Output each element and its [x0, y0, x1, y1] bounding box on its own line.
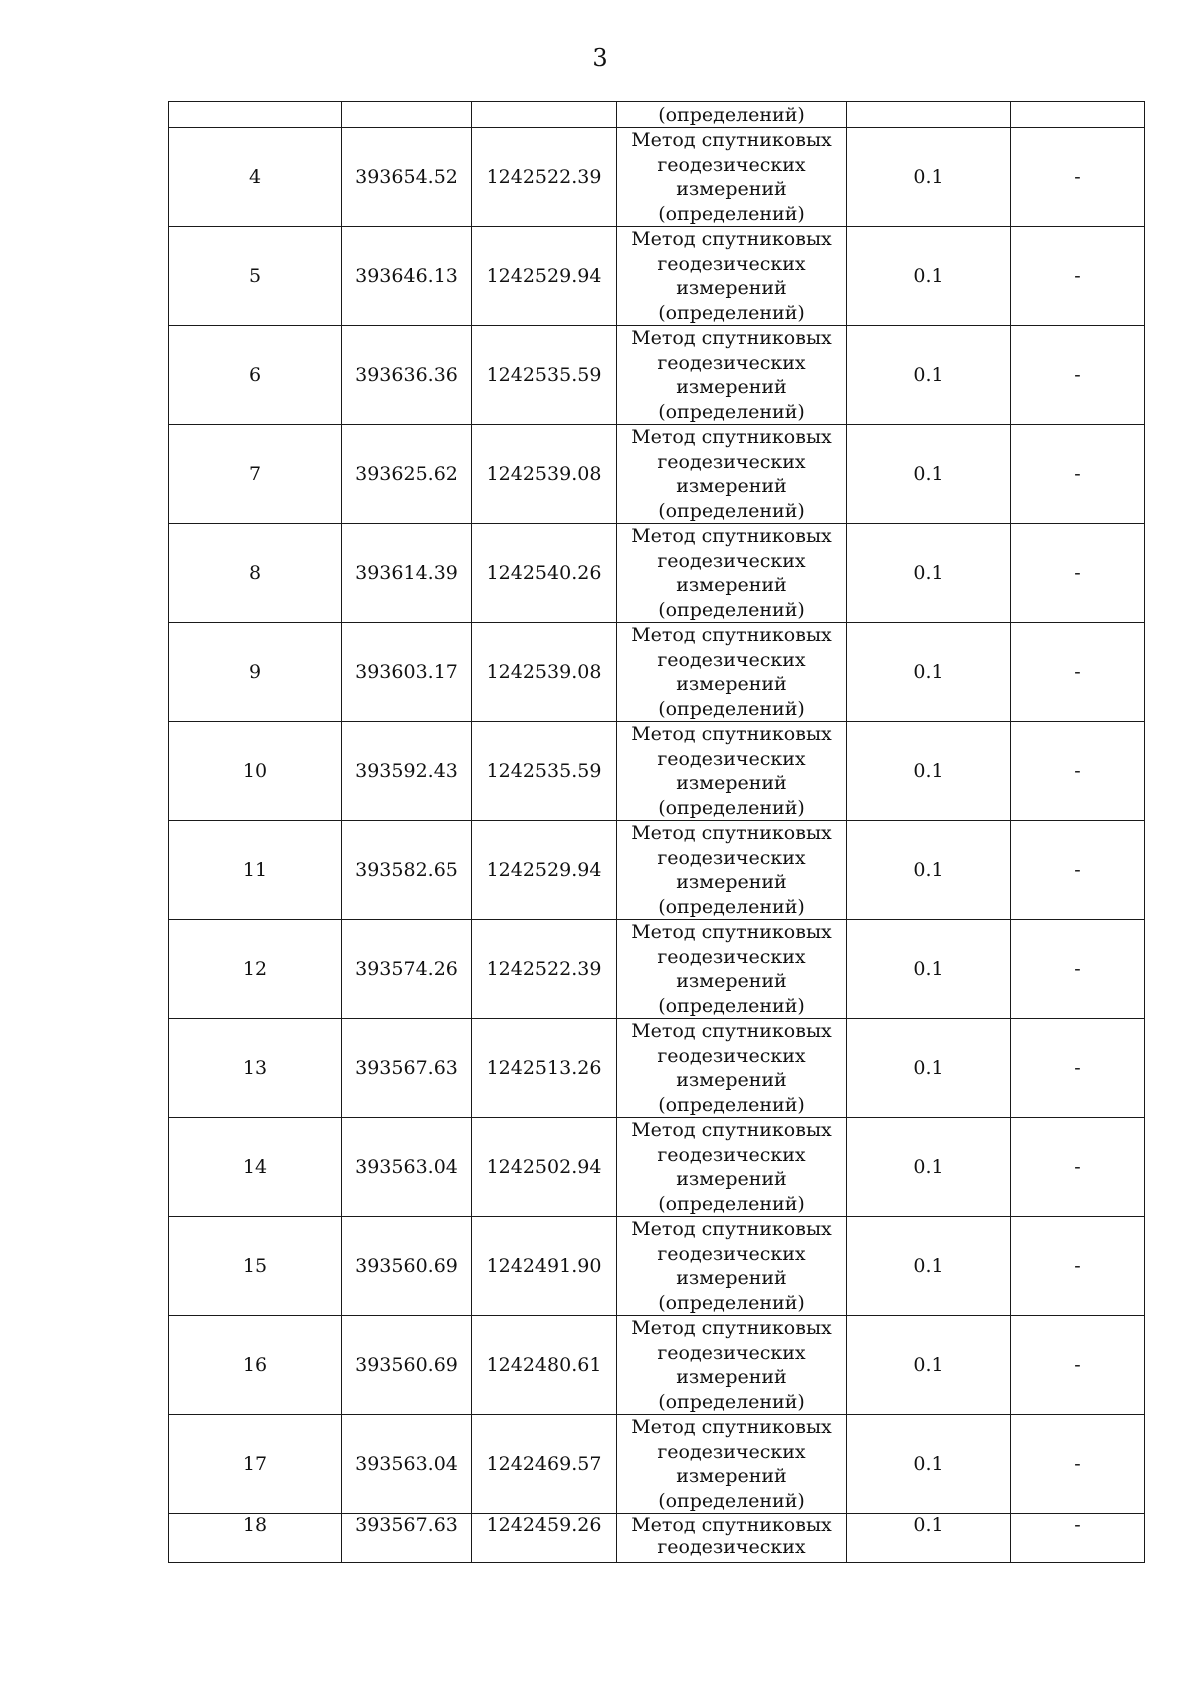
- cell-accuracy: 0.1: [847, 1415, 1011, 1514]
- cell-y: 1242529.94: [472, 227, 617, 326]
- table-row: [169, 425, 1145, 524]
- table-row: [169, 1217, 1145, 1316]
- method-line: (определений): [658, 895, 805, 918]
- method-line: измерений: [676, 1069, 787, 1091]
- coordinates-table-body: [169, 102, 1145, 1563]
- method-line: (определений): [658, 103, 805, 126]
- cell-x: 393563.04: [342, 1118, 472, 1217]
- cell-accuracy: 0.1: [847, 821, 1011, 920]
- table-row-continuation: [169, 102, 1145, 128]
- method-line: измерений: [676, 574, 787, 596]
- cell-accuracy: 0.1: [847, 1019, 1011, 1118]
- table-row: [169, 524, 1145, 623]
- method-line: (определений): [658, 1093, 805, 1116]
- cell-point-number: 14: [169, 1118, 342, 1217]
- method-line: геодезических: [657, 252, 806, 275]
- method-line: (определений): [658, 796, 805, 819]
- cell-method: [617, 623, 847, 722]
- table-row: [169, 326, 1145, 425]
- cell-y: 1242539.08: [472, 425, 617, 524]
- cell-method: [617, 1019, 847, 1118]
- cell-method: [617, 326, 847, 425]
- cell-point-number: 9: [169, 623, 342, 722]
- cell-y: 1242535.59: [472, 722, 617, 821]
- method-line: (определений): [658, 1390, 805, 1413]
- cell-note: -: [1011, 1217, 1145, 1316]
- cell-point-number: 6: [169, 326, 342, 425]
- method-line: измерений: [676, 772, 787, 794]
- cell-y: 1242540.26: [472, 524, 617, 623]
- method-line: Метод спутниковых: [631, 1416, 832, 1438]
- cell-note: -: [1011, 128, 1145, 227]
- method-line: Метод спутниковых: [631, 426, 832, 448]
- method-line: геодезических: [657, 1536, 806, 1558]
- cell-y: 1242522.39: [472, 920, 617, 1019]
- cell-y: 1242535.59: [472, 326, 617, 425]
- cell-point-number: 18: [169, 1514, 342, 1563]
- cell-x: 393567.63: [342, 1019, 472, 1118]
- cell-x: 393563.04: [342, 1415, 472, 1514]
- method-line: геодезических: [657, 846, 806, 869]
- cell-accuracy: 0.1: [847, 1316, 1011, 1415]
- method-line: геодезических: [657, 1143, 806, 1166]
- cell-accuracy: 0.1: [847, 623, 1011, 722]
- cell-accuracy: [847, 102, 1011, 128]
- cell-x: 393646.13: [342, 227, 472, 326]
- cell-accuracy: 0.1: [847, 227, 1011, 326]
- method-line: измерений: [676, 673, 787, 695]
- method-line: измерений: [676, 1267, 787, 1289]
- table-row: [169, 920, 1145, 1019]
- cell-accuracy: 0.1: [847, 1118, 1011, 1217]
- cell-point-number: 12: [169, 920, 342, 1019]
- cell-point-number: 13: [169, 1019, 342, 1118]
- cell-method: [617, 102, 847, 128]
- cell-note: -: [1011, 1118, 1145, 1217]
- cell-note: -: [1011, 1019, 1145, 1118]
- method-line: геодезических: [657, 945, 806, 968]
- method-line: (определений): [658, 697, 805, 720]
- coordinates-table: [168, 101, 1145, 1563]
- method-line: Метод спутниковых: [631, 1317, 832, 1339]
- cell-method: [617, 227, 847, 326]
- method-line: измерений: [676, 970, 787, 992]
- method-line: Метод спутниковых: [631, 129, 832, 151]
- method-line: (определений): [658, 598, 805, 621]
- method-line: геодезических: [657, 747, 806, 770]
- table-row: [169, 1019, 1145, 1118]
- cell-note: -: [1011, 524, 1145, 623]
- cell-method: [617, 425, 847, 524]
- method-line: Метод спутниковых: [631, 1119, 832, 1141]
- table-row: [169, 128, 1145, 227]
- cell-y: 1242513.26: [472, 1019, 617, 1118]
- cell-x: [342, 102, 472, 128]
- method-line: Метод спутниковых: [631, 1514, 832, 1536]
- cell-accuracy: 0.1: [847, 128, 1011, 227]
- table-row: [169, 1415, 1145, 1514]
- method-line: (определений): [658, 400, 805, 423]
- table-row: [169, 722, 1145, 821]
- cell-y: [472, 102, 617, 128]
- method-line: геодезических: [657, 351, 806, 374]
- method-line: геодезических: [657, 549, 806, 572]
- cell-point-number: 16: [169, 1316, 342, 1415]
- cell-x: 393574.26: [342, 920, 472, 1019]
- method-line: (определений): [658, 202, 805, 225]
- method-line: Метод спутниковых: [631, 1218, 832, 1240]
- cell-y: 1242480.61: [472, 1316, 617, 1415]
- method-line: (определений): [658, 499, 805, 522]
- method-line: (определений): [658, 1291, 805, 1314]
- cell-accuracy: 0.1: [847, 722, 1011, 821]
- method-line: геодезических: [657, 648, 806, 671]
- method-line: Метод спутниковых: [631, 624, 832, 646]
- method-line: измерений: [676, 475, 787, 497]
- method-line: измерений: [676, 178, 787, 200]
- method-line: Метод спутниковых: [631, 327, 832, 349]
- cell-x: 393614.39: [342, 524, 472, 623]
- method-line: геодезических: [657, 1044, 806, 1067]
- table-row: [169, 1316, 1145, 1415]
- cell-method: [617, 920, 847, 1019]
- cell-method: [617, 821, 847, 920]
- cell-x: 393560.69: [342, 1217, 472, 1316]
- cell-accuracy: 0.1: [847, 1217, 1011, 1316]
- cell-accuracy: 0.1: [847, 1514, 1011, 1563]
- method-line: измерений: [676, 277, 787, 299]
- cell-point-number: 7: [169, 425, 342, 524]
- method-line: геодезических: [657, 153, 806, 176]
- method-line: измерений: [676, 376, 787, 398]
- method-line: геодезических: [657, 1440, 806, 1463]
- cell-y: 1242469.57: [472, 1415, 617, 1514]
- cell-x: 393567.63: [342, 1514, 472, 1563]
- page-number: 3: [592, 44, 608, 72]
- cell-y: 1242522.39: [472, 128, 617, 227]
- method-line: Метод спутниковых: [631, 822, 832, 844]
- method-line: измерений: [676, 871, 787, 893]
- method-line: геодезических: [657, 450, 806, 473]
- method-line: (определений): [658, 1192, 805, 1215]
- cell-note: -: [1011, 821, 1145, 920]
- cell-accuracy: 0.1: [847, 524, 1011, 623]
- table-row: [169, 227, 1145, 326]
- table-row: [169, 821, 1145, 920]
- cell-note: -: [1011, 1316, 1145, 1415]
- cell-note: -: [1011, 1415, 1145, 1514]
- cell-point-number: 11: [169, 821, 342, 920]
- method-line: Метод спутниковых: [631, 228, 832, 250]
- cell-point-number: 15: [169, 1217, 342, 1316]
- cell-point-number: 4: [169, 128, 342, 227]
- cell-method: [617, 1316, 847, 1415]
- cell-x: 393636.36: [342, 326, 472, 425]
- table-row: [169, 1118, 1145, 1217]
- cell-note: -: [1011, 722, 1145, 821]
- cell-note: -: [1011, 623, 1145, 722]
- cell-method: [617, 1415, 847, 1514]
- cell-y: 1242502.94: [472, 1118, 617, 1217]
- cell-point-number: 10: [169, 722, 342, 821]
- cell-note: -: [1011, 1514, 1145, 1563]
- cell-point-number: 5: [169, 227, 342, 326]
- cell-x: 393582.65: [342, 821, 472, 920]
- cell-note: -: [1011, 425, 1145, 524]
- method-line: измерений: [676, 1465, 787, 1487]
- cell-x: 393625.62: [342, 425, 472, 524]
- cell-x: 393654.52: [342, 128, 472, 227]
- method-line: измерений: [676, 1366, 787, 1388]
- cell-y: 1242459.26: [472, 1514, 617, 1563]
- cell-method: [617, 1217, 847, 1316]
- method-line: Метод спутниковых: [631, 723, 832, 745]
- cell-method: [617, 524, 847, 623]
- table-row: [169, 623, 1145, 722]
- method-line: Метод спутниковых: [631, 921, 832, 943]
- cell-method: [617, 722, 847, 821]
- method-line: Метод спутниковых: [631, 525, 832, 547]
- cell-x: 393592.43: [342, 722, 472, 821]
- cell-point-number: [169, 102, 342, 128]
- method-line: геодезических: [657, 1341, 806, 1364]
- cell-point-number: 17: [169, 1415, 342, 1514]
- cell-accuracy: 0.1: [847, 326, 1011, 425]
- cell-note: -: [1011, 227, 1145, 326]
- method-line: (определений): [658, 994, 805, 1017]
- method-line: измерений: [676, 1168, 787, 1190]
- cell-method: [617, 128, 847, 227]
- cell-x: 393560.69: [342, 1316, 472, 1415]
- cell-note: [1011, 102, 1145, 128]
- cell-y: 1242529.94: [472, 821, 617, 920]
- cell-y: 1242491.90: [472, 1217, 617, 1316]
- cell-accuracy: 0.1: [847, 920, 1011, 1019]
- method-line: (определений): [658, 1489, 805, 1512]
- cell-note: -: [1011, 920, 1145, 1019]
- cell-accuracy: 0.1: [847, 425, 1011, 524]
- cell-note: -: [1011, 326, 1145, 425]
- method-line: (определений): [658, 301, 805, 324]
- method-line: Метод спутниковых: [631, 1020, 832, 1042]
- cell-y: 1242539.08: [472, 623, 617, 722]
- cell-x: 393603.17: [342, 623, 472, 722]
- cell-point-number: 8: [169, 524, 342, 623]
- table-row: [169, 1514, 1145, 1563]
- cell-method: [617, 1118, 847, 1217]
- cell-method: [617, 1514, 847, 1563]
- method-line: геодезических: [657, 1242, 806, 1265]
